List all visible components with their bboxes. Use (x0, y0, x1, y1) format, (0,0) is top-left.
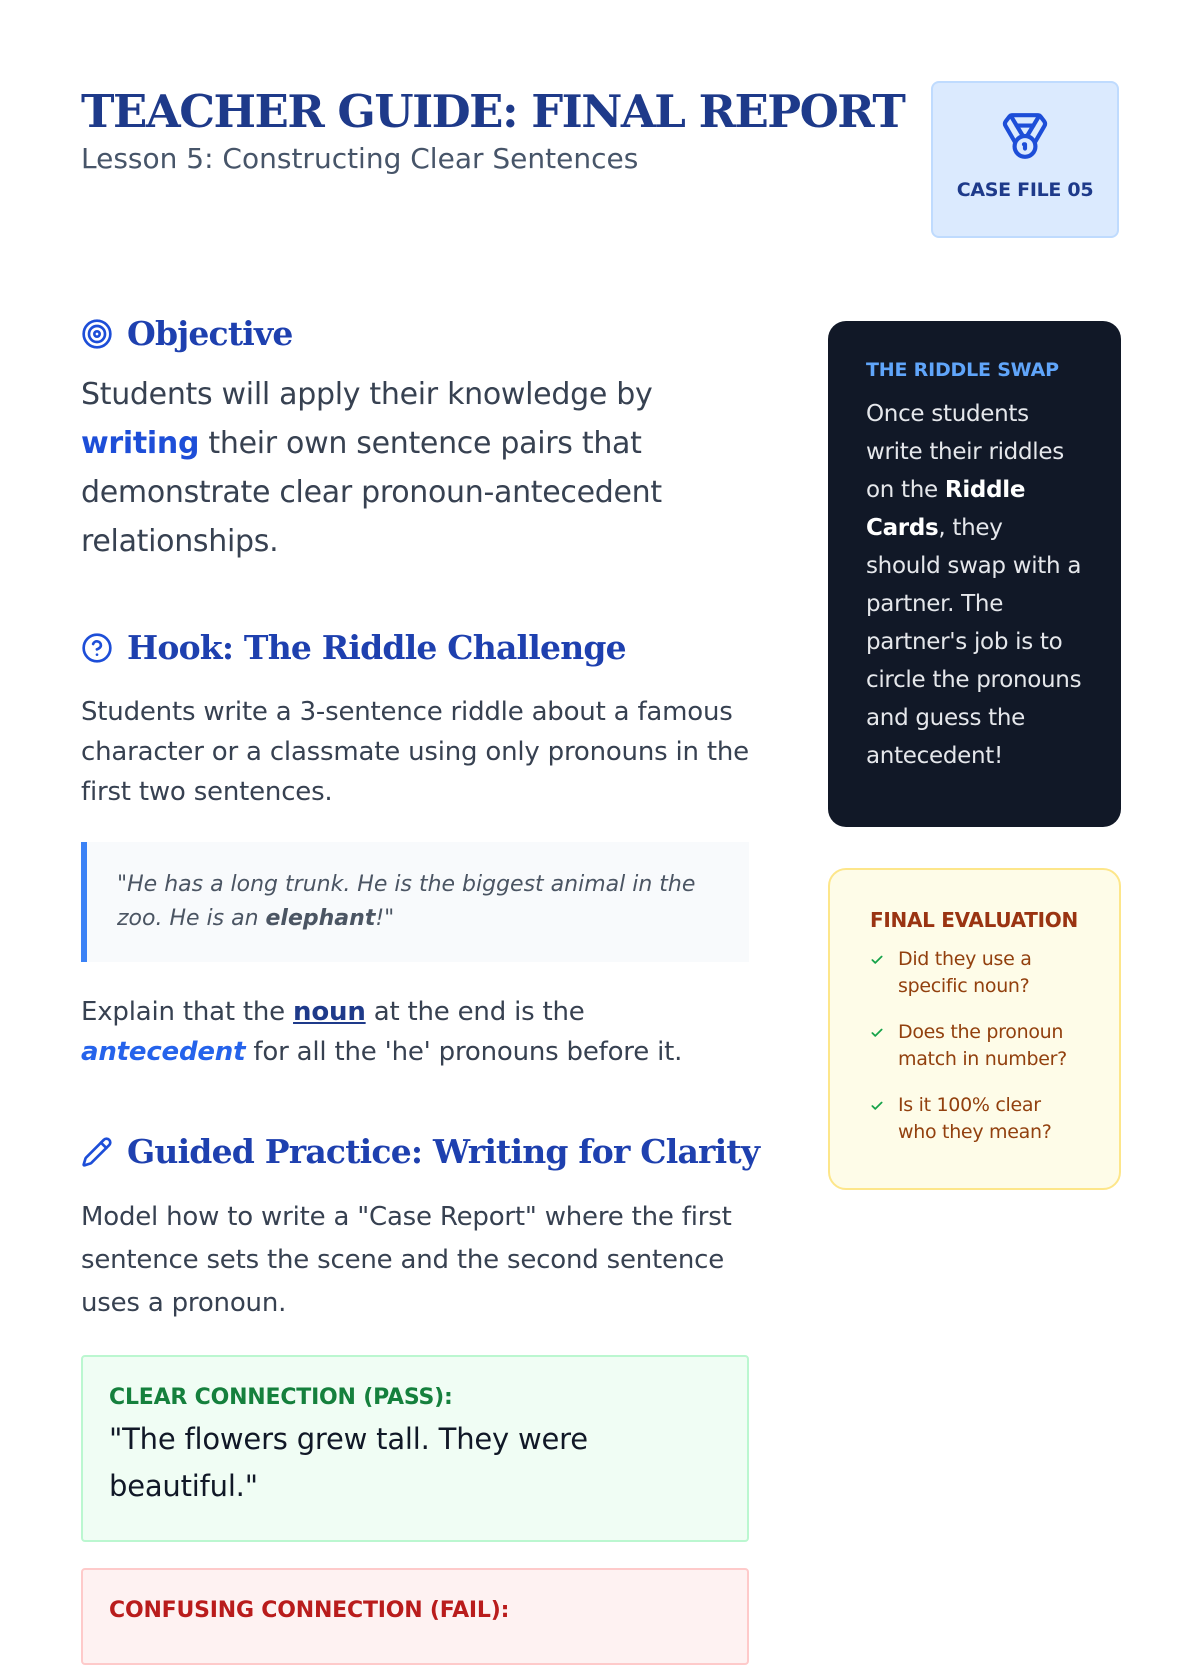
noun-term: noun (293, 997, 366, 1027)
objective-text-end: their own sentence pairs that demonstrate clear pronoun-antecedent relationships. (81, 426, 662, 559)
guided-heading (81, 1130, 760, 1174)
check-icon (870, 1026, 884, 1040)
question-circle-icon (81, 632, 113, 664)
evaluation-item-text: Does the pronoun match in number? (898, 1021, 1067, 1070)
riddle-text-end: , they should swap with a partner. The partner's job is to circle the pronouns and guess the antecedent! (866, 515, 1082, 769)
page-title: TEACHER GUIDE: FINAL REPORT (81, 85, 905, 138)
hook-text: Students write a 3-sentence riddle about a famous character or a classmate using only pronouns in the first two sentences. (81, 697, 749, 807)
riddle-swap-card (828, 321, 1121, 827)
explain-part-2: at the end is the (365, 997, 585, 1027)
fail-example-box (81, 1568, 749, 1665)
case-file-badge (931, 81, 1119, 238)
evaluation-item (870, 1092, 1079, 1146)
evaluation-title: FINAL EVALUATION (870, 908, 1078, 932)
pass-example-sentence: "The flowers grew tall. They were beautiful." (109, 1422, 588, 1503)
riddle-swap-text (866, 395, 1083, 775)
quote-end: !" (375, 906, 395, 931)
objective-heading-text: Objective (127, 314, 293, 353)
guided-practice-section (81, 1130, 760, 1665)
case-file-label: CASE FILE 05 (956, 179, 1094, 201)
guided-heading-text: Guided Practice: Writing for Clarity (127, 1132, 760, 1171)
quote-answer: elephant (265, 906, 376, 931)
hook-heading (81, 626, 749, 670)
final-evaluation-card (828, 868, 1121, 1190)
fail-label: CONFUSING CONNECTION (FAIL): (109, 1598, 510, 1623)
hook-explanation (81, 992, 749, 1072)
pencil-icon (81, 1136, 113, 1168)
quote-start: "He has a long trunk. He is the biggest animal in the zoo. He is an (117, 872, 696, 931)
evaluation-item (870, 946, 1079, 1000)
pass-label: CLEAR CONNECTION (PASS): (109, 1385, 453, 1410)
explain-part-1: Explain that the (81, 997, 294, 1027)
page-header (81, 82, 905, 176)
guided-text: Model how to write a "Case Report" where the first sentence sets the scene and the second sentence uses a pronoun. (81, 1202, 732, 1318)
check-icon (870, 953, 884, 967)
riddle-text-start: Once students write their riddles on the (866, 401, 1064, 503)
antecedent-term: antecedent (81, 1037, 246, 1067)
evaluation-checklist (870, 946, 1079, 1146)
objective-heading (81, 312, 749, 356)
objective-text (81, 370, 749, 566)
hook-section (81, 626, 749, 1072)
explain-part-3: for all the 'he' pronouns before it. (245, 1037, 683, 1067)
riddle-swap-title: THE RIDDLE SWAP (866, 359, 1059, 381)
target-icon (81, 318, 113, 350)
objective-text-start: Students will apply their knowledge by (81, 377, 653, 412)
riddle-example-quote (81, 842, 749, 962)
evaluation-item-text: Is it 100% clear who they mean? (898, 1094, 1052, 1143)
objective-section (81, 312, 749, 566)
objective-highlight: writing (81, 426, 200, 461)
hook-heading-text: Hook: The Riddle Challenge (127, 628, 626, 667)
evaluation-item-text: Did they use a specific noun? (898, 948, 1032, 997)
page-subtitle: Lesson 5: Constructing Clear Sentences (81, 142, 639, 175)
medal-icon (1000, 111, 1050, 165)
evaluation-item (870, 1019, 1079, 1073)
main-content (81, 312, 760, 1665)
check-icon (870, 1099, 884, 1113)
pass-example-box (81, 1355, 749, 1542)
riddle-cards-term: Riddle Cards (866, 477, 1026, 541)
